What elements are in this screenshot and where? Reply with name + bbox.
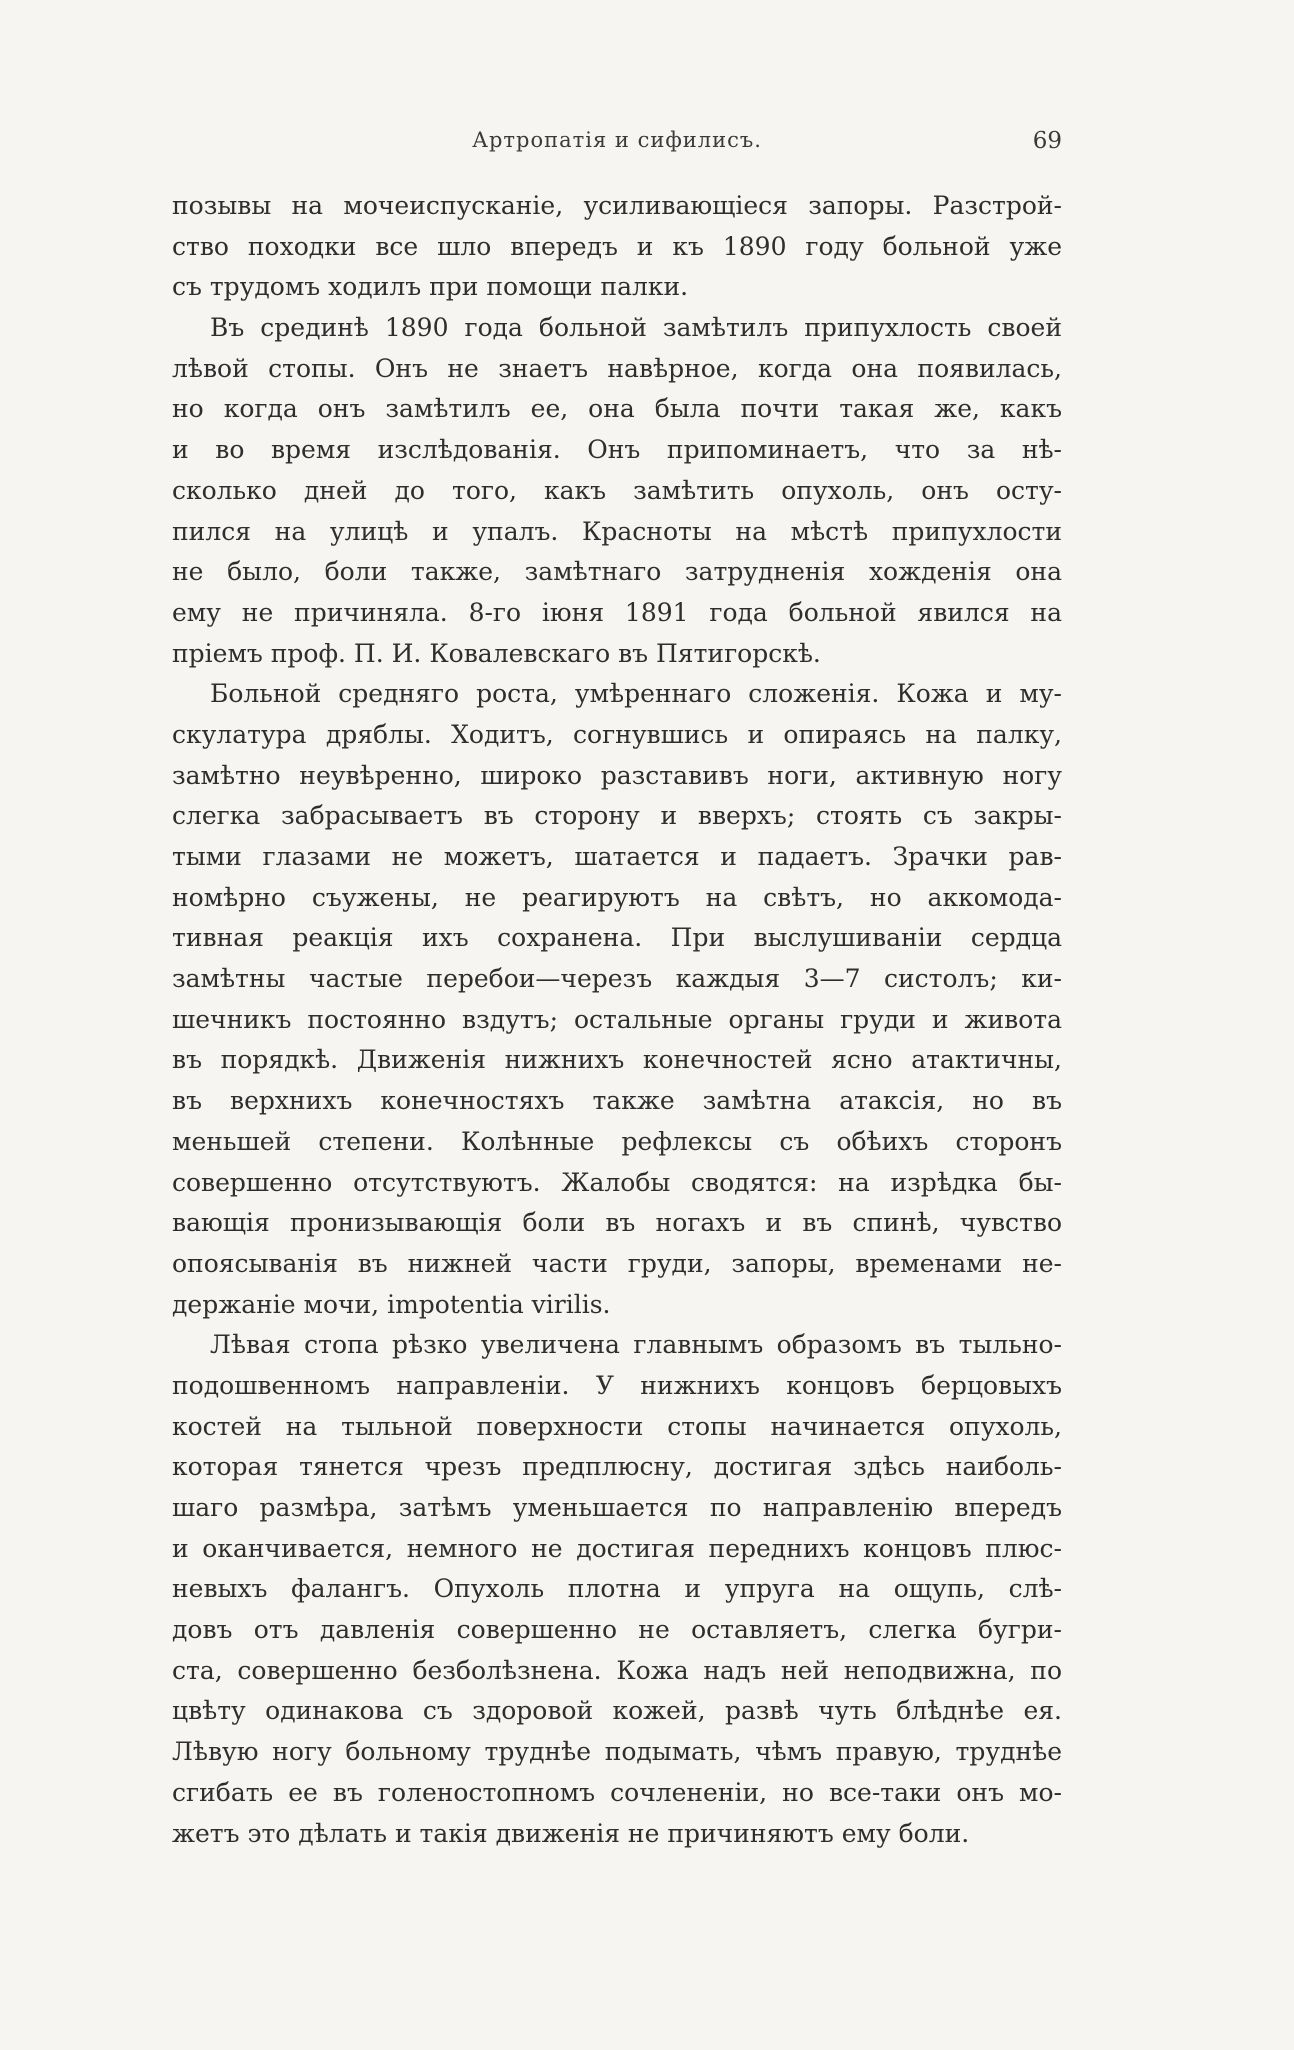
text-line: жетъ это дѣлать и такія движенія не причиняютъ ему боли. (172, 1818, 970, 1848)
text-line: подошвенномъ направленіи. У нижнихъ концовъ берцовыхъ (172, 1370, 1062, 1400)
text-line: ему не причиняла. 8-го іюня 1891 года больной явился на (172, 597, 1062, 627)
text-line: шечникъ постоянно вздутъ; остальные органы груди и живота (172, 1004, 1062, 1034)
text-line: довъ отъ давленія совершенно не оставляетъ, слегка бугри- (172, 1615, 1062, 1645)
body-text (172, 186, 1062, 1854)
text-line: тивная реакція ихъ сохранена. При выслушиваніи сердца (172, 923, 1062, 953)
text-line: цвѣту одинакова съ здоровой кожей, развѣ чуть блѣднѣе ея. (172, 1696, 1062, 1726)
text-line: Въ срединѣ 1890 года больной замѣтилъ припухлость своей (210, 313, 1062, 343)
text-line: держаніе мочи, impotentia virilis. (172, 1289, 611, 1319)
text-line: не было, боли также, замѣтнаго затрудненія хожденія она (172, 557, 1062, 587)
text-line: но когда онъ замѣтилъ ее, она была почти такая же, какъ (172, 394, 1062, 424)
text-line: Лѣвую ногу больному труднѣе подымать, чѣмъ правую, труднѣе (172, 1737, 1062, 1767)
text-line: въ порядкѣ. Движенія нижнихъ конечностей ясно атактичны, (172, 1045, 1062, 1075)
text-line: скулатура дряблы. Ходитъ, согнувшись и опираясь на палку, (172, 719, 1062, 749)
text-line: вающія пронизывающія боли въ ногахъ и въ спинѣ, чувство (172, 1208, 1062, 1238)
text-line: совершенно отсутствуютъ. Жалобы сводятся: на изрѣдка бы- (172, 1167, 1062, 1197)
text-line: которая тянется чрезъ предплюсну, достигая здѣсь наиболь- (172, 1452, 1062, 1482)
text-line: въ верхнихъ конечностяхъ также замѣтна атаксія, но въ (172, 1086, 1062, 1116)
text-line: ста, совершенно безболѣзнена. Кожа надъ ней неподвижна, по (172, 1655, 1062, 1685)
text-line: пріемъ проф. П. И. Ковалевскаго въ Пятигорскѣ. (172, 638, 821, 668)
text-line: тыми глазами не можетъ, шатается и падаетъ. Зрачки рав- (172, 842, 1062, 871)
text-line: лѣвой стопы. Онъ не знаетъ навѣрное, когда она появилась, (172, 353, 1062, 383)
page-number: 69 (1032, 128, 1062, 154)
text-line: номѣрно съужены, не реагируютъ на свѣтъ, но аккомода- (172, 882, 1062, 912)
text-line: Больной средняго роста, умѣреннаго сложенія. Кожа и му- (210, 679, 1062, 709)
text-line: позывы на мочеиспусканіе, усиливающіеся запоры. Разстрой- (172, 191, 1062, 220)
running-head (172, 128, 1062, 164)
text-line: сколько дней до того, какъ замѣтить опухоль, онъ осту- (172, 475, 1062, 505)
text-line: ство походки все шло впередъ и къ 1890 году больной уже (172, 231, 1062, 261)
text-line: пился на улицѣ и упалъ. Красноты на мѣстѣ припухлости (172, 516, 1062, 546)
text-line: Лѣвая стопа рѣзко увеличена главнымъ образомъ въ тыльно- (210, 1330, 1062, 1360)
text-line: сгибать ее въ голеностопномъ сочлененіи, но все-таки онъ мо- (172, 1777, 1062, 1807)
text-line: замѣтны частые перебои—черезъ каждыя 3—7 систолъ; ки- (172, 964, 1062, 994)
running-title: Артропатія и сифилисъ. (472, 128, 762, 152)
text-line: костей на тыльной поверхности стопы начинается опухоль, (172, 1411, 1062, 1441)
text-line: шаго размѣра, затѣмъ уменьшается по направленію впередъ (172, 1493, 1062, 1522)
text-line: и оканчивается, немного не достигая переднихъ концовъ плюс- (172, 1533, 1062, 1563)
text-line: слегка забрасываетъ въ сторону и вверхъ; стоять съ закры- (172, 801, 1062, 831)
text-line: съ трудомъ ходилъ при помощи палки. (172, 272, 689, 302)
text-line: и во время изслѣдованія. Онъ припоминаетъ, что за нѣ- (172, 435, 1062, 465)
text-line: замѣтно неувѣренно, широко разставивъ ноги, активную ногу (172, 760, 1062, 790)
text-line: меньшей степени. Колѣнные рефлексы съ обѣихъ сторонъ (172, 1126, 1062, 1156)
text-line: опоясыванія въ нижней части груди, запоры, временами не- (172, 1248, 1062, 1278)
text-line: невыхъ фалангъ. Опухоль плотна и упруга на ощупь, слѣ- (172, 1574, 1062, 1604)
